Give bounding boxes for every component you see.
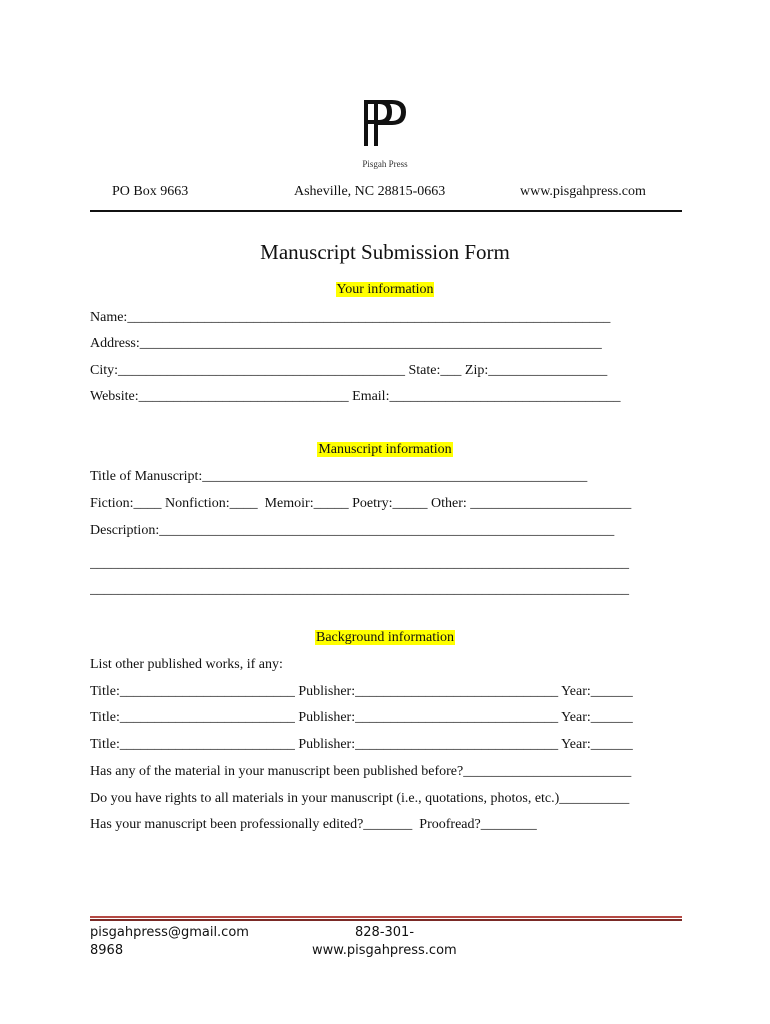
form-title: Manuscript Submission Form <box>260 240 510 264</box>
website-email-field[interactable]: Website:______________________________ Email:_________________________________ <box>90 389 621 404</box>
logo-caption: Pisgah Press <box>362 159 408 169</box>
pisgah-press-logo-icon <box>360 98 410 148</box>
footer-phone-start: 828-301- <box>355 925 415 940</box>
section-background-information: Background information <box>315 630 455 645</box>
description-line-2[interactable]: _____________________________________________________________________________ <box>90 556 629 571</box>
section-manuscript-information: Manuscript information <box>318 442 452 457</box>
published-work-row-1[interactable]: Title:_________________________ Publisher:_____________________________ Year:______ <box>90 684 633 699</box>
po-box: PO Box 9663 <box>112 184 189 199</box>
footer-divider-shadow <box>90 919 682 921</box>
manuscript-title-field[interactable]: Title of Manuscript:_______________________________________________________ <box>90 469 588 484</box>
name-field[interactable]: Name:_____________________________________________________________________ <box>90 310 611 325</box>
footer-website: www.pisgahpress.com <box>312 943 457 958</box>
section-your-information: Your information <box>336 282 434 297</box>
published-work-row-2[interactable]: Title:_________________________ Publisher:_____________________________ Year:______ <box>90 710 633 725</box>
description-field[interactable]: Description:_________________________________________________________________ <box>90 523 615 538</box>
city-state-zip-field[interactable]: City:_________________________________________ State:___ Zip:_________________ <box>90 363 608 378</box>
description-line-3[interactable]: _____________________________________________________________________________ <box>90 582 629 597</box>
header-website: www.pisgahpress.com <box>520 184 646 199</box>
genre-fields[interactable]: Fiction:____ Nonfiction:____ Memoir:_____ Poetry:_____ Other: _______________________ <box>90 496 632 511</box>
footer-phone-end: 8968 <box>90 943 124 958</box>
edited-proofread-question[interactable]: Has your manuscript been professionally edited?_______ Proofread?________ <box>90 817 537 832</box>
published-before-question[interactable]: Has any of the material in your manuscript been published before?________________________ <box>90 764 632 779</box>
footer-email: pisgahpress@gmail.com <box>90 925 249 940</box>
address-field[interactable]: Address:__________________________________________________________________ <box>90 336 602 351</box>
footer-divider <box>90 916 682 918</box>
list-other-works-label: List other published works, if any: <box>90 657 283 672</box>
city-line: Asheville, NC 28815-0663 <box>294 184 446 199</box>
published-work-row-3[interactable]: Title:_________________________ Publisher:_____________________________ Year:______ <box>90 737 633 752</box>
rights-question[interactable]: Do you have rights to all materials in your manuscript (i.e., quotations, photos, etc.)__________ <box>90 791 630 806</box>
header-divider <box>90 210 682 212</box>
